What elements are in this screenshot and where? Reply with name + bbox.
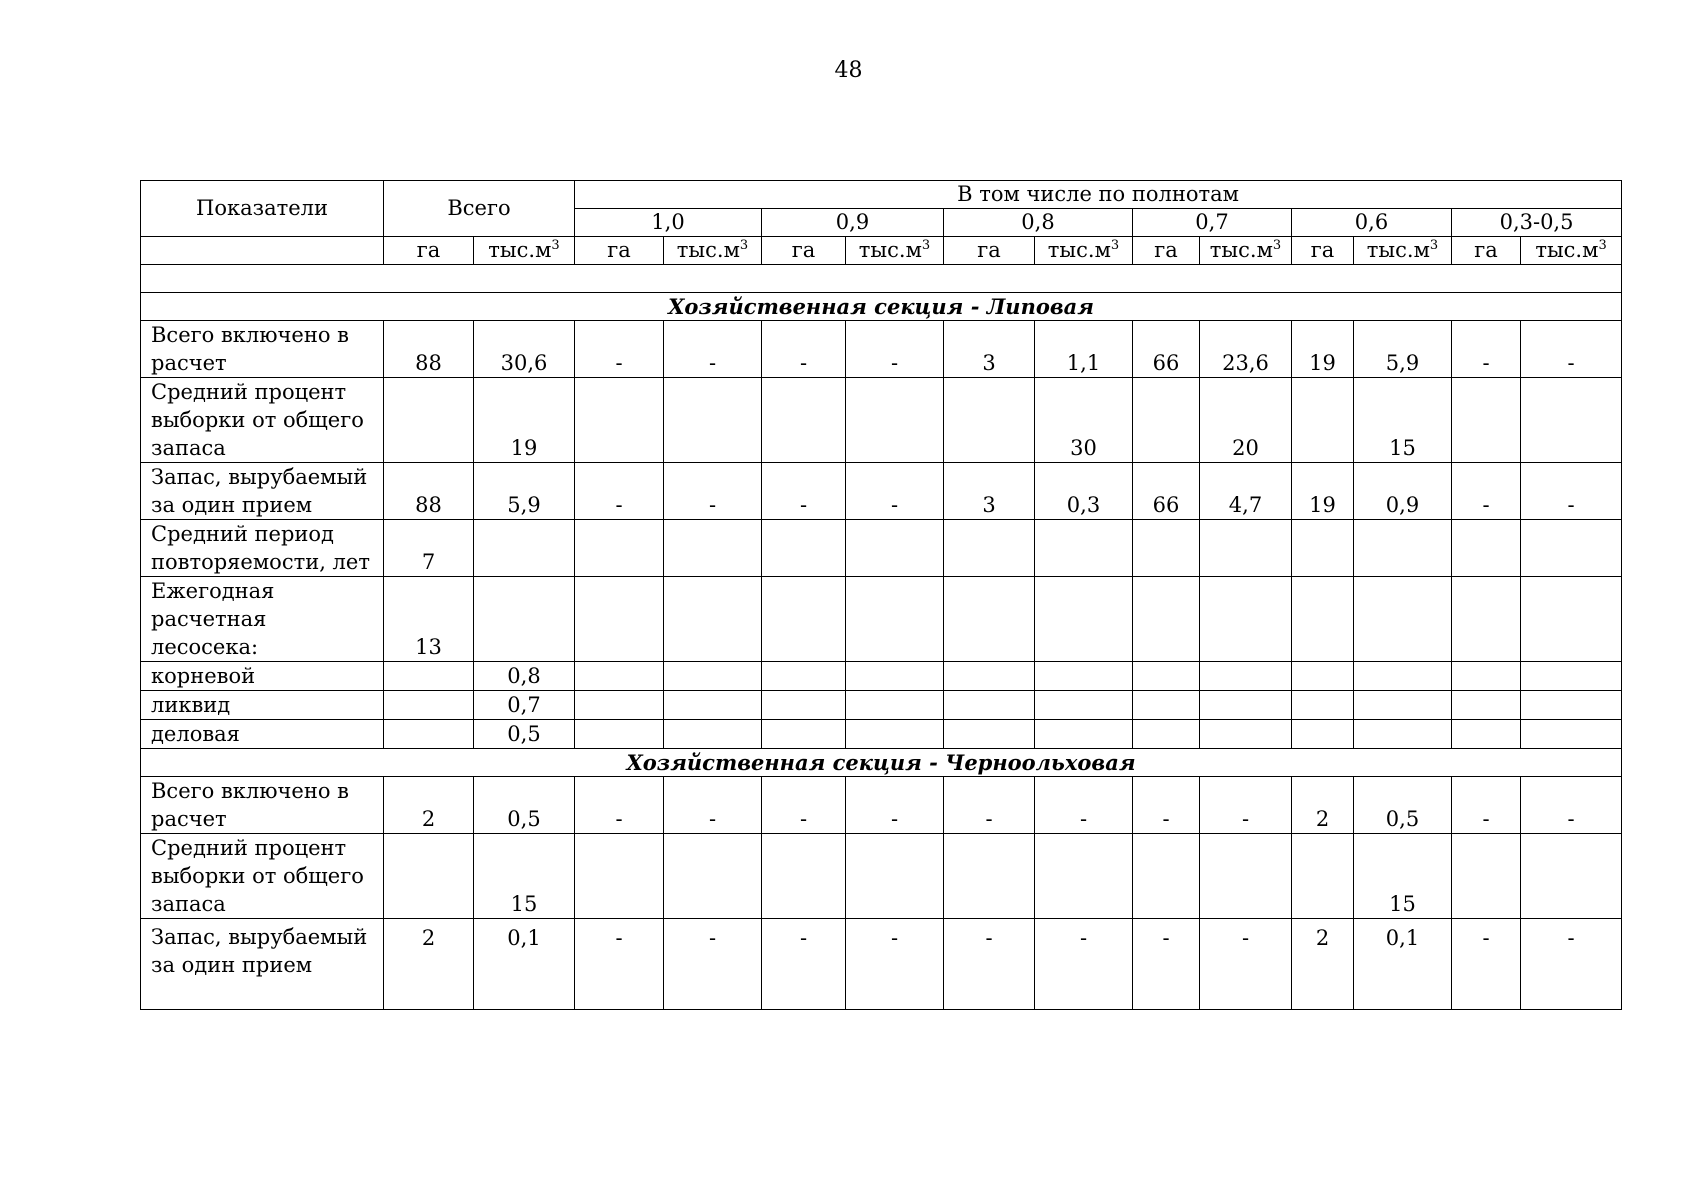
table-cell: [1521, 834, 1622, 919]
row-label: корневой: [141, 662, 384, 691]
table-cell: 30: [1035, 378, 1133, 463]
table-cell: -: [1133, 777, 1200, 834]
row-label: Запас, вырубаемый за один прием: [141, 919, 384, 1010]
table-cell: [1292, 378, 1354, 463]
table-row: [141, 919, 1622, 1010]
table-cell: -: [846, 919, 944, 1010]
table-cell: [1035, 720, 1133, 749]
table-cell: 3: [944, 463, 1035, 520]
table-cell: [1521, 520, 1622, 577]
row-label: Ежегодная расчетная лесосека:: [141, 577, 384, 662]
table-cell: -: [1452, 919, 1521, 1010]
table-cell: [664, 691, 762, 720]
table-cell: [1521, 720, 1622, 749]
table-cell: [762, 378, 846, 463]
table-cell: [944, 577, 1035, 662]
table-cell: 0,7: [474, 691, 575, 720]
table-cell: [384, 662, 474, 691]
table-header: [141, 181, 1622, 293]
table-cell: [1035, 662, 1133, 691]
table-cell: [1521, 577, 1622, 662]
table-cell: [1452, 378, 1521, 463]
table-row: [141, 662, 1622, 691]
table-cell: [1200, 577, 1292, 662]
table-cell: [575, 691, 664, 720]
table-cell: [944, 691, 1035, 720]
unit-ha-header: га: [1133, 237, 1200, 265]
table-cell: -: [1521, 919, 1622, 1010]
table-cell: 88: [384, 321, 474, 378]
table-cell: [575, 577, 664, 662]
table-cell: 5,9: [1354, 321, 1452, 378]
table-cell: [474, 520, 575, 577]
table-cell: [474, 577, 575, 662]
table-cell: [1354, 691, 1452, 720]
table-cell: [1292, 520, 1354, 577]
header-indicators: Показатели: [141, 181, 384, 237]
table-cell: 13: [384, 577, 474, 662]
table-cell: [1133, 834, 1200, 919]
unit-ha-header: га: [384, 237, 474, 265]
table-cell: 2: [384, 777, 474, 834]
table-cell: [1452, 720, 1521, 749]
row-label: Запас, вырубаемый за один прием: [141, 463, 384, 520]
unit-volume-exponent: 3: [921, 238, 931, 253]
table-cell: [384, 720, 474, 749]
table-row: [141, 321, 1622, 378]
table-cell: -: [944, 919, 1035, 1010]
table-cell: [1035, 691, 1133, 720]
density-header-6: 0,3-0,5: [1452, 209, 1622, 237]
table-cell: -: [762, 777, 846, 834]
unit-volume-exponent: 3: [739, 238, 749, 253]
unit-volume-header: [1354, 237, 1452, 265]
table-cell: [1133, 720, 1200, 749]
unit-volume-header: [1200, 237, 1292, 265]
unit-volume-text: тыс.м: [858, 238, 922, 262]
table-cell: [664, 520, 762, 577]
table-cell: -: [664, 321, 762, 378]
table-cell: -: [575, 463, 664, 520]
table-cell: [846, 378, 944, 463]
unit-volume-text: тыс.м: [1366, 238, 1430, 262]
table-cell: [762, 662, 846, 691]
table-cell: [762, 691, 846, 720]
table-cell: [1133, 520, 1200, 577]
table-cell: -: [944, 777, 1035, 834]
header-by-density: В том числе по полнотам: [575, 181, 1622, 209]
table-cell: -: [1200, 777, 1292, 834]
table-cell: [664, 378, 762, 463]
unit-volume-header: [846, 237, 944, 265]
table-cell: [1452, 662, 1521, 691]
table-cell: 5,9: [474, 463, 575, 520]
table-cell: [944, 520, 1035, 577]
table-cell: 88: [384, 463, 474, 520]
table-cell: [944, 662, 1035, 691]
table-cell: [664, 720, 762, 749]
row-label: Средний процент выборки от общего запаса: [141, 834, 384, 919]
table-cell: 15: [1354, 378, 1452, 463]
table-cell: [1292, 720, 1354, 749]
table-cell: -: [1452, 777, 1521, 834]
table-cell: [1354, 720, 1452, 749]
table-cell: [944, 720, 1035, 749]
table-cell: [1354, 520, 1452, 577]
density-header-2: 0,9: [762, 209, 944, 237]
table-cell: 2: [384, 919, 474, 1010]
table-cell: -: [1521, 463, 1622, 520]
table-cell: -: [1452, 321, 1521, 378]
table-cell: [664, 577, 762, 662]
table-cell: -: [1521, 321, 1622, 378]
table-cell: [944, 378, 1035, 463]
table-cell: 0,5: [474, 720, 575, 749]
table-row: [141, 834, 1622, 919]
unit-volume-text: тыс.м: [1047, 238, 1111, 262]
page-number: 48: [834, 58, 863, 83]
section-row: [141, 749, 1622, 777]
table-cell: [384, 834, 474, 919]
table-cell: [664, 662, 762, 691]
row-label: ликвид: [141, 691, 384, 720]
table-row: [141, 691, 1622, 720]
table-cell: 15: [474, 834, 575, 919]
table-cell: [1035, 834, 1133, 919]
table-cell: [1133, 378, 1200, 463]
table-cell: [575, 378, 664, 463]
table-cell: [575, 520, 664, 577]
unit-volume-header: [1521, 237, 1622, 265]
table-cell: [575, 720, 664, 749]
table-row: [141, 720, 1622, 749]
unit-volume-exponent: 3: [1110, 238, 1120, 253]
table-cell: [1200, 520, 1292, 577]
table-cell: [664, 834, 762, 919]
table-cell: 3: [944, 321, 1035, 378]
table-cell: [846, 720, 944, 749]
table-row: [141, 577, 1622, 662]
unit-volume-exponent: 3: [1272, 238, 1282, 253]
table-cell: 66: [1133, 321, 1200, 378]
table-cell: [1452, 834, 1521, 919]
table-cell: [1035, 577, 1133, 662]
row-label: Средний период повторяемости, лет: [141, 520, 384, 577]
table-cell: [1292, 662, 1354, 691]
table-cell: [1521, 691, 1622, 720]
unit-volume-exponent: 3: [551, 238, 560, 253]
table-cell: [1133, 691, 1200, 720]
table-cell: 2: [1292, 919, 1354, 1010]
table-cell: [1133, 577, 1200, 662]
table-cell: -: [1035, 777, 1133, 834]
table-cell: -: [846, 463, 944, 520]
table-row: [141, 378, 1622, 463]
unit-volume-header: [664, 237, 762, 265]
unit-volume-exponent: 3: [1598, 238, 1607, 253]
table-cell: [1133, 662, 1200, 691]
unit-volume-text: тыс.м: [676, 238, 740, 262]
table-cell: 66: [1133, 463, 1200, 520]
unit-ha-header: га: [944, 237, 1035, 265]
row-label: Средний процент выборки от общего запаса: [141, 378, 384, 463]
table-cell: -: [762, 321, 846, 378]
table-cell: -: [1035, 919, 1133, 1010]
unit-ha-header: га: [762, 237, 846, 265]
table-cell: 1,1: [1035, 321, 1133, 378]
row-label: Всего включено в расчет: [141, 321, 384, 378]
table-cell: 19: [1292, 321, 1354, 378]
table-cell: [1200, 720, 1292, 749]
table-cell: [1200, 834, 1292, 919]
table-cell: [1292, 691, 1354, 720]
table-cell: [846, 691, 944, 720]
header-total: Всего: [384, 181, 575, 237]
table-cell: -: [846, 777, 944, 834]
unit-volume-header: [1035, 237, 1133, 265]
table-cell: [846, 577, 944, 662]
unit-ha-header: га: [1452, 237, 1521, 265]
unit-volume-exponent: 3: [1429, 238, 1439, 253]
table-cell: 19: [1292, 463, 1354, 520]
table-cell: 2: [1292, 777, 1354, 834]
table-cell: [1035, 520, 1133, 577]
blank-row: [141, 265, 1622, 293]
table-cell: -: [762, 919, 846, 1010]
table-cell: [762, 520, 846, 577]
density-header-4: 0,7: [1133, 209, 1292, 237]
header-empty-cell: [141, 237, 384, 265]
table-cell: -: [575, 919, 664, 1010]
table-cell: 4,7: [1200, 463, 1292, 520]
table-cell: [1521, 662, 1622, 691]
table-cell: 30,6: [474, 321, 575, 378]
table-cell: [762, 720, 846, 749]
density-header-3: 0,8: [944, 209, 1133, 237]
table-cell: [1521, 378, 1622, 463]
table-cell: -: [1200, 919, 1292, 1010]
table-cell: -: [575, 321, 664, 378]
unit-volume-text: тыс.м: [488, 238, 552, 262]
table-cell: [846, 834, 944, 919]
unit-ha-header: га: [575, 237, 664, 265]
table-cell: [1200, 662, 1292, 691]
table-cell: 0,3: [1035, 463, 1133, 520]
table-cell: 7: [384, 520, 474, 577]
table-cell: [1452, 577, 1521, 662]
unit-ha-header: га: [1292, 237, 1354, 265]
table-cell: [575, 834, 664, 919]
table-cell: -: [846, 321, 944, 378]
table-cell: -: [1133, 919, 1200, 1010]
unit-volume-text: тыс.м: [1209, 238, 1273, 262]
unit-header-row: [141, 237, 1622, 265]
table-cell: [846, 662, 944, 691]
table-cell: [1452, 691, 1521, 720]
table-cell: 0,1: [474, 919, 575, 1010]
density-header-5: 0,6: [1292, 209, 1452, 237]
unit-volume-header: [474, 237, 575, 265]
density-header-1: 1,0: [575, 209, 762, 237]
cutting-estimate-table: [140, 180, 1622, 1010]
unit-volume-text: тыс.м: [1535, 238, 1599, 262]
table-cell: 23,6: [1200, 321, 1292, 378]
table-cell: 0,8: [474, 662, 575, 691]
table-cell: [1452, 520, 1521, 577]
table-cell: [762, 834, 846, 919]
table-cell: [944, 834, 1035, 919]
table-cell: [846, 520, 944, 577]
table-cell: [1354, 662, 1452, 691]
table-body: [141, 293, 1622, 1010]
row-label: деловая: [141, 720, 384, 749]
row-label: Всего включено в расчет: [141, 777, 384, 834]
table-cell: -: [1521, 777, 1622, 834]
table-cell: 0,5: [1354, 777, 1452, 834]
table-row: [141, 777, 1622, 834]
table-row: [141, 520, 1622, 577]
table-cell: -: [762, 463, 846, 520]
table-cell: 20: [1200, 378, 1292, 463]
table-cell: -: [575, 777, 664, 834]
table-cell: -: [664, 463, 762, 520]
table-cell: 0,5: [474, 777, 575, 834]
table-cell: [384, 378, 474, 463]
table-cell: [1354, 577, 1452, 662]
table-cell: [384, 691, 474, 720]
table-cell: -: [664, 919, 762, 1010]
table-cell: 0,1: [1354, 919, 1452, 1010]
section-title: Хозяйственная секция - Липовая: [141, 293, 1622, 321]
table-cell: [762, 577, 846, 662]
table-cell: 0,9: [1354, 463, 1452, 520]
table-cell: 15: [1354, 834, 1452, 919]
table-cell: [1200, 691, 1292, 720]
table-row: [141, 463, 1622, 520]
section-row: [141, 293, 1622, 321]
table-cell: 19: [474, 378, 575, 463]
table-cell: [1292, 834, 1354, 919]
table-cell: [1292, 577, 1354, 662]
table-cell: -: [1452, 463, 1521, 520]
table-cell: [575, 662, 664, 691]
table-cell: -: [664, 777, 762, 834]
blank-cell: [141, 265, 1622, 293]
section-title: Хозяйственная секция - Черноольховая: [141, 749, 1622, 777]
